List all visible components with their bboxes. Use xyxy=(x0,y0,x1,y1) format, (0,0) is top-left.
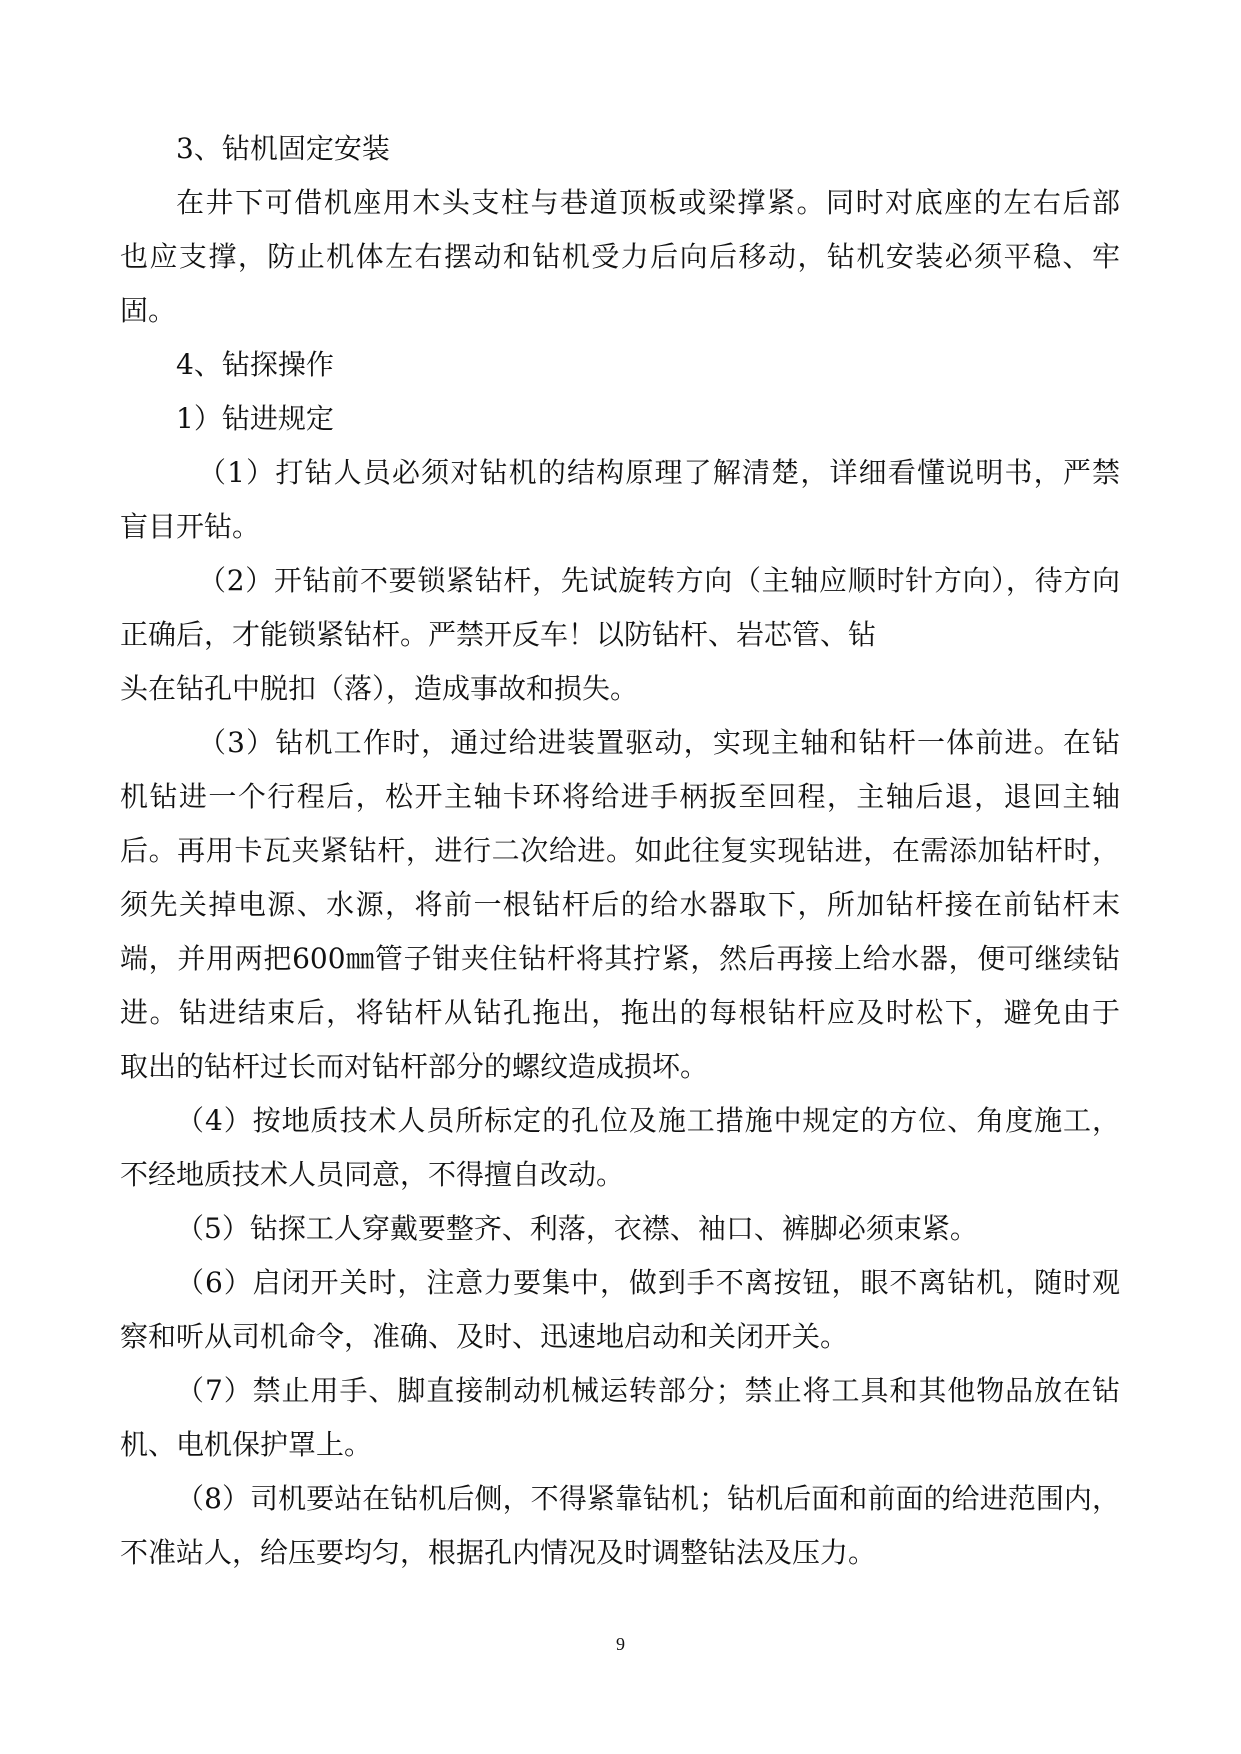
paragraph-line: （5）钻探工人穿戴要整齐、利落，衣襟、袖口、裤脚必须束紧。 xyxy=(176,1212,978,1245)
paragraph-line: （8）司机要站在钻机后侧，不得紧靠钻机；钻机后面和前面的给进范围内， xyxy=(176,1482,1120,1515)
paragraph-line: 须先关掉电源、水源，将前一根钻杆后的给水器取下，所加钻杆接在前钻杆末 xyxy=(120,888,1120,921)
paragraph-line: 机、电机保护罩上。 xyxy=(120,1428,373,1461)
paragraph-line: 取出的钻杆过长而对钻杆部分的螺纹造成损坏。 xyxy=(120,1050,709,1083)
paragraph-line: 察和听从司机命令，准确、及时、迅速地启动和关闭开关。 xyxy=(120,1320,849,1353)
paragraph-line: （3）钻机工作时，通过给进装置驱动，实现主轴和钻杆一体前进。在钻 xyxy=(198,726,1120,759)
paragraph-line: （6）启闭开关时，注意力要集中，做到手不离按钮，眼不离钻机，随时观 xyxy=(176,1266,1120,1299)
paragraph-line: 正确后，才能锁紧钻杆。严禁开反车！以防钻杆、岩芯管、钻 xyxy=(120,618,877,651)
paragraph-line: 头在钻孔中脱扣（落），造成事故和损失。 xyxy=(120,672,639,705)
paragraph-line: （4）按地质技术人员所标定的孔位及施工措施中规定的方位、角度施工， xyxy=(176,1104,1120,1137)
paragraph-line: 机钻进一个行程后，松开主轴卡环将给进手柄扳至回程，主轴后退，退回主轴 xyxy=(120,780,1120,813)
paragraph-line: 不准站人，给压要均匀，根据孔内情况及时调整钻法及压力。 xyxy=(120,1536,877,1569)
paragraph-line: （2）开钻前不要锁紧钻杆，先试旋转方向（主轴应顺时针方向），待方向 xyxy=(198,564,1120,597)
section-heading-3: 3、钻机固定安装 xyxy=(176,132,390,165)
document-body xyxy=(120,122,1120,1580)
paragraph-line: 端，并用两把600㎜管子钳夹住钻杆将其拧紧，然后再接上给水器，便可继续钻 xyxy=(120,942,1120,975)
paragraph-line: 后。再用卡瓦夹紧钻杆，进行二次给进。如此往复实现钻进，在需添加钻杆时， xyxy=(120,834,1120,867)
page-number: 9 xyxy=(616,1634,625,1654)
paragraph-line: 进。钻进结束后，将钻杆从钻孔拖出，拖出的每根钻杆应及时松下，避免由于 xyxy=(120,996,1120,1029)
paragraph-line: （7）禁止用手、脚直接制动机械运转部分；禁止将工具和其他物品放在钻 xyxy=(176,1374,1120,1407)
paragraph-line: 盲目开钻。 xyxy=(120,510,261,543)
section-heading-4: 4、钻探操作 xyxy=(176,348,334,381)
paragraph-line: 不经地质技术人员同意，不得擅自改动。 xyxy=(120,1158,625,1191)
subsection-heading: 1）钻进规定 xyxy=(176,402,334,435)
paragraph-line: 在井下可借机座用木头支柱与巷道顶板或梁撑紧。同时对底座的左右后部 xyxy=(176,186,1120,219)
paragraph-line: （1）打钻人员必须对钻机的结构原理了解清楚，详细看懂说明书，严禁 xyxy=(198,456,1120,489)
paragraph-line: 固。 xyxy=(120,294,177,327)
paragraph-line: 也应支撑，防止机体左右摆动和钻机受力后向后移动，钻机安装必须平稳、牢 xyxy=(120,240,1120,273)
